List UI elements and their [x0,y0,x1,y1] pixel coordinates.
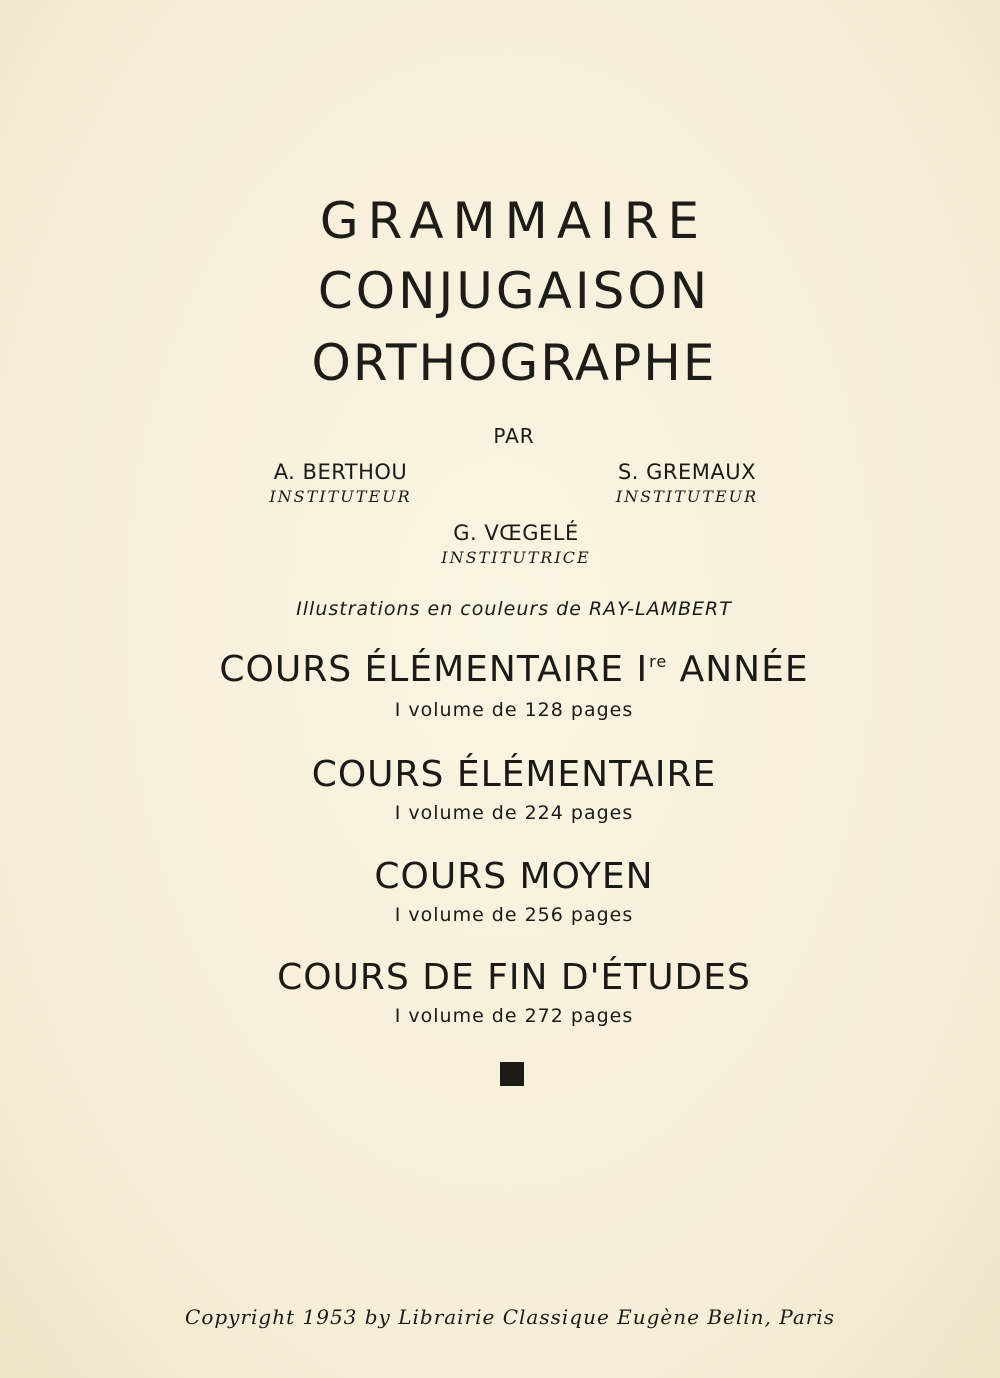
author-gremaux [612,462,762,505]
course-fin-etudes: COURS DE FIN D'ÉTUDES [277,957,751,998]
illustrations-credit: Illustrations en couleurs de RAY-LAMBERT [296,598,732,620]
author-role: INSTITUTEUR [269,487,412,506]
course-name: COURS ÉLÉMENTAIRE I [219,649,649,690]
author-berthou [268,462,413,505]
author-role: INSTITUTEUR [615,487,759,506]
course-ce1-volume: I volume de 128 pages [394,699,634,721]
author-name: S. GREMAUX [617,460,757,484]
course-superscript: re [649,652,668,671]
course-moyen: COURS MOYEN [374,856,654,897]
course-ce-volume: I volume de 224 pages [394,802,634,824]
author-name: A. BERTHOU [273,460,408,484]
copyright-line: Copyright 1953 by Librairie Classique Eugène Belin, Paris [185,1305,835,1329]
author-voegele [436,523,596,566]
title-orthographe: ORTHOGRAPHE [311,334,717,392]
course-fin-etudes-volume: I volume de 272 pages [394,1005,634,1027]
course-suffix: ANNÉE [667,649,809,690]
title-grammaire: GRAMMAIRE [319,192,709,250]
author-name: G. VŒGELÉ [453,521,579,545]
course-moyen-volume: I volume de 256 pages [394,904,634,926]
author-role: INSTITUTRICE [441,548,591,567]
course-ce1 [14,649,1000,690]
title-conjugaison: CONJUGAISON [317,262,711,320]
square-ornament-icon [500,1062,524,1086]
course-ce: COURS ÉLÉMENTAIRE [311,754,717,795]
par-label: PAR [493,424,535,448]
